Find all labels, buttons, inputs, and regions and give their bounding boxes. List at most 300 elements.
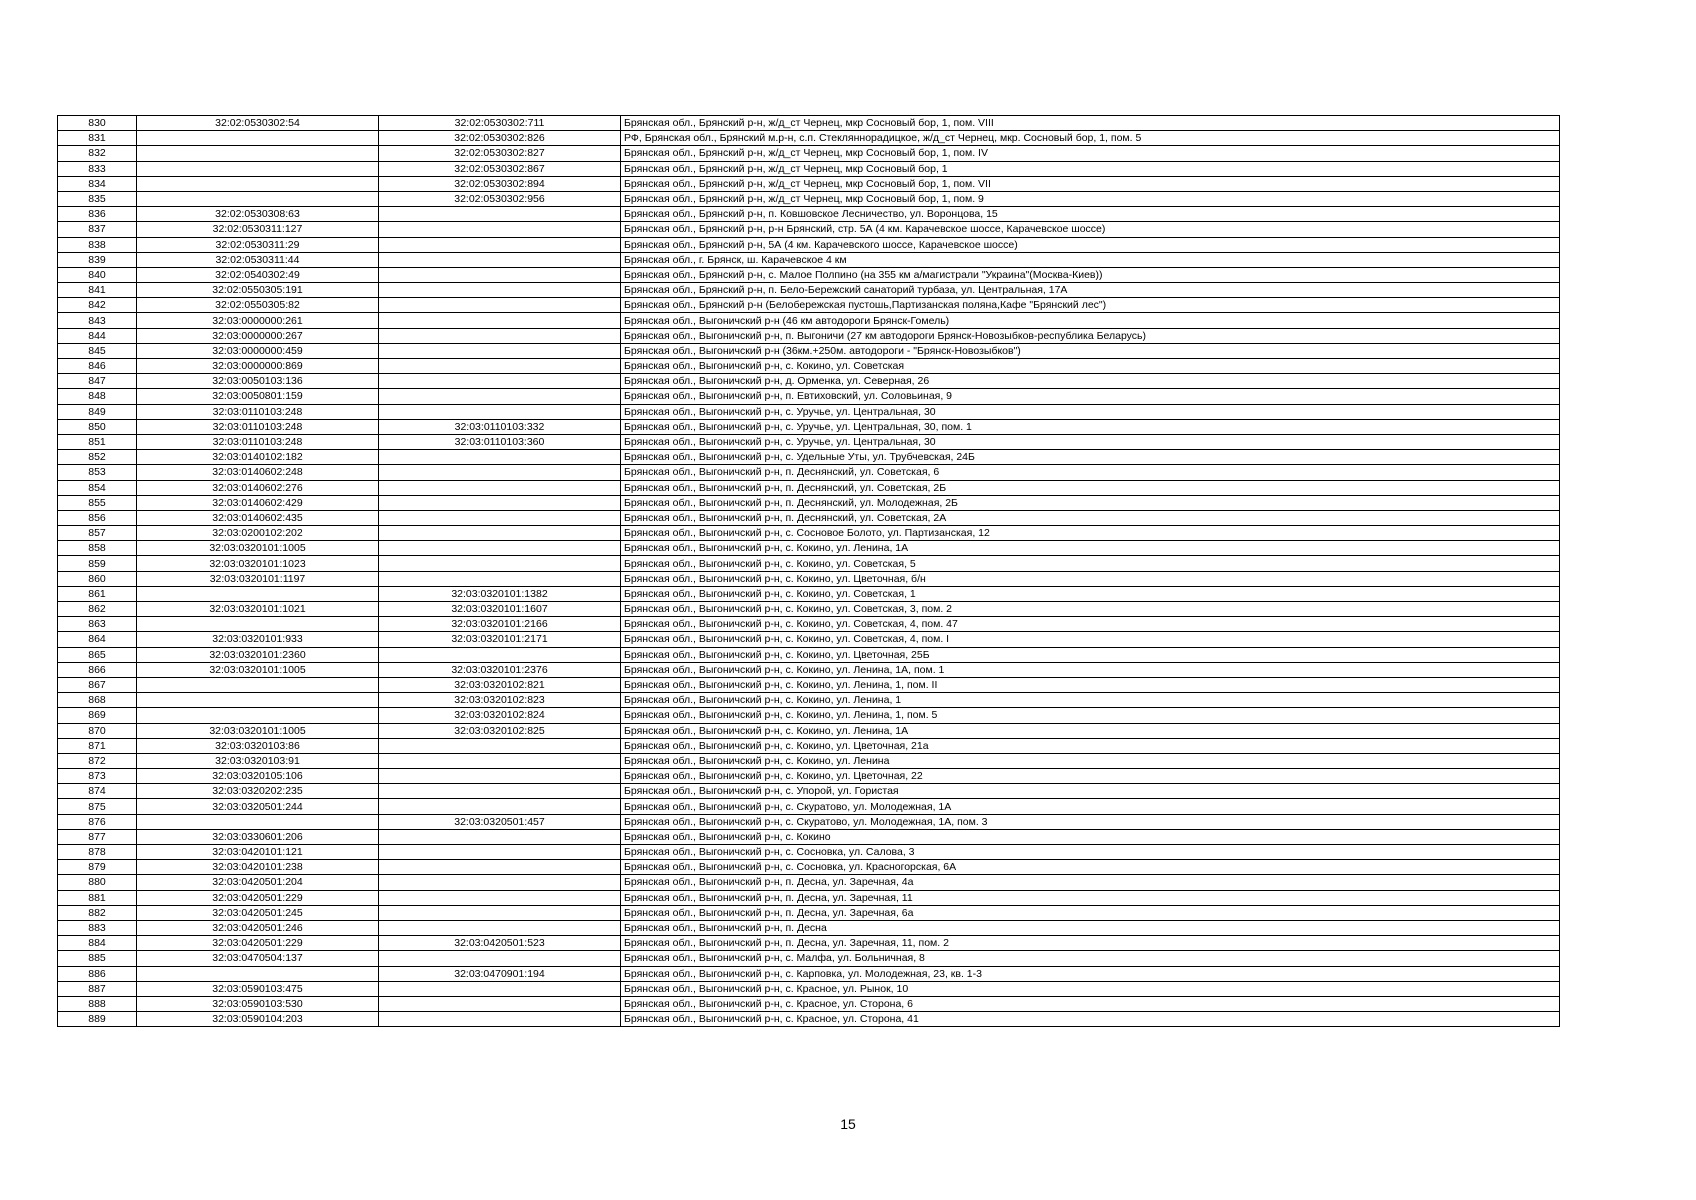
address-cell: Брянская обл., Брянский р-н, 5А (4 км. Карачевского шоссе, Карачевское шоссе) xyxy=(621,237,1560,252)
table-row xyxy=(58,389,1560,404)
table-row xyxy=(58,176,1560,191)
land-cadastral-number-cell xyxy=(137,146,379,161)
address-cell: Брянская обл., Выгоничский р-н, с. Кокино, ул. Ленина, 1 xyxy=(621,693,1560,708)
row-number-cell: 876 xyxy=(58,814,137,829)
address-cell: Брянская обл., Выгоничский р-н, с. Кокино, ул. Ленина, 1, пом. II xyxy=(621,677,1560,692)
address-cell: Брянская обл., Выгоничский р-н, с. Красное, ул. Рынок, 10 xyxy=(621,981,1560,996)
table-row xyxy=(58,252,1560,267)
land-cadastral-number-cell: 32:03:0140602:248 xyxy=(137,465,379,480)
building-cadastral-number-cell xyxy=(379,252,621,267)
address-cell: Брянская обл., Выгоничский р-н, с. Кокино, ул. Цветочная, 25Б xyxy=(621,647,1560,662)
land-cadastral-number-cell: 32:03:0420501:204 xyxy=(137,875,379,890)
building-cadastral-number-cell xyxy=(379,283,621,298)
building-cadastral-number-cell xyxy=(379,571,621,586)
land-cadastral-number-cell: 32:02:0550305:82 xyxy=(137,298,379,313)
land-cadastral-number-cell: 32:03:0420501:229 xyxy=(137,890,379,905)
row-number-cell: 867 xyxy=(58,677,137,692)
row-number-cell: 842 xyxy=(58,298,137,313)
building-cadastral-number-cell xyxy=(379,996,621,1011)
land-cadastral-number-cell: 32:03:0320103:91 xyxy=(137,753,379,768)
land-cadastral-number-cell xyxy=(137,693,379,708)
land-cadastral-number-cell xyxy=(137,131,379,146)
land-cadastral-number-cell: 32:03:0330601:206 xyxy=(137,829,379,844)
row-number-cell: 875 xyxy=(58,799,137,814)
land-cadastral-number-cell: 32:03:0000000:267 xyxy=(137,328,379,343)
building-cadastral-number-cell xyxy=(379,404,621,419)
land-cadastral-number-cell: 32:03:0320101:1023 xyxy=(137,556,379,571)
table-row xyxy=(58,343,1560,358)
address-cell: Брянская обл., Выгоничский р-н, с. Кокино, ул. Ленина, 1А, пом. 1 xyxy=(621,662,1560,677)
building-cadastral-number-cell xyxy=(379,510,621,525)
address-cell: Брянская обл., Брянский р-н, п. Бело-Бережский санаторий турбаза, ул. Центральная, 17А xyxy=(621,283,1560,298)
table-row xyxy=(58,814,1560,829)
land-cadastral-number-cell: 32:03:0110103:248 xyxy=(137,419,379,434)
table-body xyxy=(58,116,1560,1027)
table-row xyxy=(58,845,1560,860)
address-cell: Брянская обл., Выгоничский р-н, с. Кокино, ул. Советская, 4, пом. I xyxy=(621,632,1560,647)
building-cadastral-number-cell xyxy=(379,465,621,480)
land-cadastral-number-cell: 32:03:0050801:159 xyxy=(137,389,379,404)
row-number-cell: 852 xyxy=(58,450,137,465)
table-row xyxy=(58,374,1560,389)
building-cadastral-number-cell: 32:03:0320501:457 xyxy=(379,814,621,829)
table-row xyxy=(58,920,1560,935)
table-row xyxy=(58,267,1560,282)
row-number-cell: 854 xyxy=(58,480,137,495)
address-cell: Брянская обл., Брянский р-н, ж/д_ст Чернец, мкр Сосновый бор, 1, пом. IV xyxy=(621,146,1560,161)
row-number-cell: 835 xyxy=(58,191,137,206)
address-cell: Брянская обл., Выгоничский р-н, с. Кокино, ул. Ленина, 1А xyxy=(621,541,1560,556)
row-number-cell: 832 xyxy=(58,146,137,161)
address-cell: Брянская обл., Выгоничский р-н, с. Кокино, ул. Советская, 1 xyxy=(621,586,1560,601)
row-number-cell: 855 xyxy=(58,495,137,510)
row-number-cell: 868 xyxy=(58,693,137,708)
land-cadastral-number-cell xyxy=(137,191,379,206)
table-row xyxy=(58,677,1560,692)
table-row xyxy=(58,890,1560,905)
row-number-cell: 857 xyxy=(58,526,137,541)
table-row xyxy=(58,662,1560,677)
row-number-cell: 843 xyxy=(58,313,137,328)
row-number-cell: 839 xyxy=(58,252,137,267)
address-cell: Брянская обл., Выгоничский р-н, п. Десна xyxy=(621,920,1560,935)
table-row xyxy=(58,313,1560,328)
building-cadastral-number-cell: 32:02:0530302:867 xyxy=(379,161,621,176)
address-cell: Брянская обл., Выгоничский р-н, с. Уручье, ул. Центральная, 30, пом. 1 xyxy=(621,419,1560,434)
table-row xyxy=(58,510,1560,525)
building-cadastral-number-cell: 32:03:0110103:332 xyxy=(379,419,621,434)
land-cadastral-number-cell xyxy=(137,586,379,601)
address-cell: Брянская обл., Выгоничский р-н, с. Сосновка, ул. Красногорская, 6А xyxy=(621,860,1560,875)
table-row xyxy=(58,237,1560,252)
table-row xyxy=(58,966,1560,981)
building-cadastral-number-cell: 32:03:0320102:821 xyxy=(379,677,621,692)
table-row xyxy=(58,708,1560,723)
land-cadastral-number-cell xyxy=(137,176,379,191)
table-row xyxy=(58,586,1560,601)
row-number-cell: 837 xyxy=(58,222,137,237)
building-cadastral-number-cell: 32:03:0320102:825 xyxy=(379,723,621,738)
row-number-cell: 844 xyxy=(58,328,137,343)
address-cell: Брянская обл., Выгоничский р-н, с. Кокино, ул. Ленина, 1А xyxy=(621,723,1560,738)
building-cadastral-number-cell xyxy=(379,784,621,799)
address-cell: Брянская обл., Брянский р-н, ж/д_ст Чернец, мкр Сосновый бор, 1, пом. 9 xyxy=(621,191,1560,206)
table-row xyxy=(58,829,1560,844)
row-number-cell: 888 xyxy=(58,996,137,1011)
table-row xyxy=(58,419,1560,434)
address-cell: Брянская обл., Выгоничский р-н, с. Кокино, ул. Ленина xyxy=(621,753,1560,768)
address-cell: Брянская обл., Выгоничский р-н, с. Красное, ул. Сторона, 6 xyxy=(621,996,1560,1011)
building-cadastral-number-cell: 32:02:0530302:711 xyxy=(379,116,621,131)
table-row xyxy=(58,450,1560,465)
address-cell: Брянская обл., Выгоничский р-н, с. Уручье, ул. Центральная, 30 xyxy=(621,434,1560,449)
building-cadastral-number-cell: 32:03:0320101:2376 xyxy=(379,662,621,677)
land-cadastral-number-cell: 32:03:0420501:229 xyxy=(137,936,379,951)
row-number-cell: 882 xyxy=(58,905,137,920)
row-number-cell: 881 xyxy=(58,890,137,905)
table-row xyxy=(58,693,1560,708)
row-number-cell: 865 xyxy=(58,647,137,662)
row-number-cell: 871 xyxy=(58,738,137,753)
row-number-cell: 887 xyxy=(58,981,137,996)
row-number-cell: 858 xyxy=(58,541,137,556)
land-cadastral-number-cell xyxy=(137,708,379,723)
table-row xyxy=(58,951,1560,966)
row-number-cell: 879 xyxy=(58,860,137,875)
row-number-cell: 846 xyxy=(58,359,137,374)
address-cell: Брянская обл., Выгоничский р-н, п. Десна, ул. Заречная, 4а xyxy=(621,875,1560,890)
address-cell: Брянская обл., Выгоничский р-н, п. Евтиховский, ул. Соловьиная, 9 xyxy=(621,389,1560,404)
address-cell: Брянская обл., Брянский р-н, с. Малое Полпино (на 355 км а/магистрали "Украина"(Москва-Киев)) xyxy=(621,267,1560,282)
building-cadastral-number-cell xyxy=(379,359,621,374)
land-cadastral-number-cell: 32:03:0320105:106 xyxy=(137,769,379,784)
address-cell: Брянская обл., Выгоничский р-н, д. Орменка, ул. Северная, 26 xyxy=(621,374,1560,389)
row-number-cell: 853 xyxy=(58,465,137,480)
address-cell: Брянская обл., Выгоничский р-н, с. Малфа, ул. Больничная, 8 xyxy=(621,951,1560,966)
row-number-cell: 847 xyxy=(58,374,137,389)
land-cadastral-number-cell: 32:03:0420501:245 xyxy=(137,905,379,920)
building-cadastral-number-cell xyxy=(379,920,621,935)
land-cadastral-number-cell: 32:02:0550305:191 xyxy=(137,283,379,298)
table-row xyxy=(58,146,1560,161)
table-row xyxy=(58,860,1560,875)
table-row xyxy=(58,647,1560,662)
address-cell: Брянская обл., Выгоничский р-н, с. Кокино xyxy=(621,829,1560,844)
building-cadastral-number-cell xyxy=(379,480,621,495)
address-cell: Брянская обл., Выгоничский р-н, п. Деснянский, ул. Советская, 2А xyxy=(621,510,1560,525)
land-cadastral-number-cell: 32:03:0140602:435 xyxy=(137,510,379,525)
building-cadastral-number-cell xyxy=(379,981,621,996)
row-number-cell: 831 xyxy=(58,131,137,146)
address-cell: Брянская обл., Выгоничский р-н, с. Упорой, ул. Гористая xyxy=(621,784,1560,799)
building-cadastral-number-cell: 32:03:0320101:2166 xyxy=(379,617,621,632)
land-cadastral-number-cell: 32:02:0530311:44 xyxy=(137,252,379,267)
row-number-cell: 870 xyxy=(58,723,137,738)
row-number-cell: 885 xyxy=(58,951,137,966)
address-cell: Брянская обл., Выгоничский р-н (46 км автодороги Брянск-Гомель) xyxy=(621,313,1560,328)
address-cell: Брянская обл., Выгоничский р-н, с. Красное, ул. Сторона, 41 xyxy=(621,1012,1560,1027)
row-number-cell: 851 xyxy=(58,434,137,449)
table-row xyxy=(58,617,1560,632)
land-cadastral-number-cell: 32:02:0530302:54 xyxy=(137,116,379,131)
row-number-cell: 850 xyxy=(58,419,137,434)
land-cadastral-number-cell xyxy=(137,814,379,829)
building-cadastral-number-cell xyxy=(379,526,621,541)
address-cell: Брянская обл., г. Брянск, ш. Карачевское 4 км xyxy=(621,252,1560,267)
land-cadastral-number-cell: 32:03:0000000:459 xyxy=(137,343,379,358)
row-number-cell: 856 xyxy=(58,510,137,525)
row-number-cell: 861 xyxy=(58,586,137,601)
address-cell: Брянская обл., Брянский р-н (Белобережская пустошь,Партизанская поляна,Кафе "Брянский лес") xyxy=(621,298,1560,313)
land-cadastral-number-cell: 32:03:0050103:136 xyxy=(137,374,379,389)
address-cell: Брянская обл., Выгоничский р-н, с. Кокино, ул. Цветочная, 22 xyxy=(621,769,1560,784)
row-number-cell: 878 xyxy=(58,845,137,860)
row-number-cell: 859 xyxy=(58,556,137,571)
building-cadastral-number-cell xyxy=(379,829,621,844)
address-cell: Брянская обл., Брянский р-н, п. Ковшовское Лесничество, ул. Воронцова, 15 xyxy=(621,207,1560,222)
land-cadastral-number-cell: 32:02:0530311:127 xyxy=(137,222,379,237)
table-row xyxy=(58,298,1560,313)
row-number-cell: 877 xyxy=(58,829,137,844)
address-cell: Брянская обл., Выгоничский р-н, с. Кокино, ул. Советская, 5 xyxy=(621,556,1560,571)
land-cadastral-number-cell: 32:03:0320101:2360 xyxy=(137,647,379,662)
address-cell: Брянская обл., Выгоничский р-н (36км.+250м. автодороги - "Брянск-Новозыбков") xyxy=(621,343,1560,358)
land-cadastral-number-cell: 32:03:0320101:1005 xyxy=(137,541,379,556)
table-row xyxy=(58,480,1560,495)
row-number-cell: 863 xyxy=(58,617,137,632)
land-cadastral-number-cell xyxy=(137,966,379,981)
row-number-cell: 841 xyxy=(58,283,137,298)
address-cell: Брянская обл., Выгоничский р-н, с. Кокино, ул. Цветочная, б/н xyxy=(621,571,1560,586)
land-cadastral-number-cell: 32:03:0320101:1005 xyxy=(137,723,379,738)
table-row xyxy=(58,283,1560,298)
address-cell: Брянская обл., Выгоничский р-н, п. Десна, ул. Заречная, 6а xyxy=(621,905,1560,920)
address-cell: Брянская обл., Выгоничский р-н, п. Деснянский, ул. Советская, 6 xyxy=(621,465,1560,480)
table-row xyxy=(58,541,1560,556)
building-cadastral-number-cell xyxy=(379,389,621,404)
building-cadastral-number-cell xyxy=(379,207,621,222)
table-row xyxy=(58,526,1560,541)
row-number-cell: 845 xyxy=(58,343,137,358)
building-cadastral-number-cell: 32:03:0320101:1382 xyxy=(379,586,621,601)
row-number-cell: 872 xyxy=(58,753,137,768)
address-cell: Брянская обл., Выгоничский р-н, с. Сосновка, ул. Салова, 3 xyxy=(621,845,1560,860)
building-cadastral-number-cell xyxy=(379,799,621,814)
land-cadastral-number-cell: 32:03:0110103:248 xyxy=(137,404,379,419)
row-number-cell: 849 xyxy=(58,404,137,419)
building-cadastral-number-cell xyxy=(379,556,621,571)
address-cell: Брянская обл., Выгоничский р-н, с. Сосновое Болото, ул. Партизанская, 12 xyxy=(621,526,1560,541)
address-cell: Брянская обл., Выгоничский р-н, с. Кокино, ул. Советская, 4, пом. 47 xyxy=(621,617,1560,632)
building-cadastral-number-cell xyxy=(379,860,621,875)
table-row xyxy=(58,905,1560,920)
land-cadastral-number-cell: 32:03:0590103:475 xyxy=(137,981,379,996)
row-number-cell: 838 xyxy=(58,237,137,252)
land-cadastral-number-cell: 32:03:0000000:869 xyxy=(137,359,379,374)
address-cell: Брянская обл., Выгоничский р-н, с. Карповка, ул. Молодежная, 23, кв. 1-3 xyxy=(621,966,1560,981)
building-cadastral-number-cell xyxy=(379,374,621,389)
table-row xyxy=(58,222,1560,237)
land-cadastral-number-cell: 32:03:0320101:1021 xyxy=(137,602,379,617)
table-row xyxy=(58,131,1560,146)
table-row xyxy=(58,769,1560,784)
table-row xyxy=(58,936,1560,951)
address-cell: Брянская обл., Выгоничский р-н, с. Скуратово, ул. Молодежная, 1А, пом. 3 xyxy=(621,814,1560,829)
address-cell: Брянская обл., Брянский р-н, ж/д_ст Чернец, мкр Сосновый бор, 1 xyxy=(621,161,1560,176)
table-row xyxy=(58,556,1560,571)
address-cell: Брянская обл., Брянский р-н, ж/д_ст Чернец, мкр Сосновый бор, 1, пом. VIII xyxy=(621,116,1560,131)
table-row xyxy=(58,799,1560,814)
building-cadastral-number-cell xyxy=(379,450,621,465)
land-cadastral-number-cell: 32:03:0470504:137 xyxy=(137,951,379,966)
land-cadastral-number-cell: 32:03:0420101:121 xyxy=(137,845,379,860)
page-number: 15 xyxy=(840,1116,856,1132)
row-number-cell: 830 xyxy=(58,116,137,131)
table-row xyxy=(58,116,1560,131)
table-row xyxy=(58,328,1560,343)
land-cadastral-number-cell: 32:03:0110103:248 xyxy=(137,434,379,449)
row-number-cell: 836 xyxy=(58,207,137,222)
building-cadastral-number-cell: 32:03:0110103:360 xyxy=(379,434,621,449)
building-cadastral-number-cell: 32:03:0420501:523 xyxy=(379,936,621,951)
building-cadastral-number-cell xyxy=(379,267,621,282)
address-cell: Брянская обл., Выгоничский р-н, п. Выгоничи (27 км автодороги Брянск-Новозыбков-республика Беларусь) xyxy=(621,328,1560,343)
land-cadastral-number-cell: 32:02:0540302:49 xyxy=(137,267,379,282)
address-cell: Брянская обл., Выгоничский р-н, п. Десна, ул. Заречная, 11 xyxy=(621,890,1560,905)
row-number-cell: 889 xyxy=(58,1012,137,1027)
address-cell: Брянская обл., Выгоничский р-н, п. Деснянский, ул. Советская, 2Б xyxy=(621,480,1560,495)
land-cadastral-number-cell: 32:03:0320101:933 xyxy=(137,632,379,647)
address-cell: Брянская обл., Брянский р-н, р-н Брянский, стр. 5А (4 км. Карачевское шоссе, Карачевское шоссе) xyxy=(621,222,1560,237)
row-number-cell: 884 xyxy=(58,936,137,951)
land-cadastral-number-cell: 32:02:0530308:63 xyxy=(137,207,379,222)
row-number-cell: 869 xyxy=(58,708,137,723)
building-cadastral-number-cell: 32:02:0530302:956 xyxy=(379,191,621,206)
row-number-cell: 873 xyxy=(58,769,137,784)
address-cell: Брянская обл., Выгоничский р-н, с. Кокино, ул. Ленина, 1, пом. 5 xyxy=(621,708,1560,723)
land-cadastral-number-cell: 32:03:0420501:246 xyxy=(137,920,379,935)
land-cadastral-number-cell: 32:03:0320101:1197 xyxy=(137,571,379,586)
building-cadastral-number-cell xyxy=(379,875,621,890)
address-cell: Брянская обл., Выгоничский р-н, с. Уручье, ул. Центральная, 30 xyxy=(621,404,1560,419)
address-cell: Брянская обл., Выгоничский р-н, с. Кокино, ул. Советская, 3, пом. 2 xyxy=(621,602,1560,617)
table-row xyxy=(58,359,1560,374)
land-cadastral-number-cell: 32:03:0590104:203 xyxy=(137,1012,379,1027)
building-cadastral-number-cell: 32:03:0320101:1607 xyxy=(379,602,621,617)
address-cell: Брянская обл., Выгоничский р-н, с. Скуратово, ул. Молодежная, 1А xyxy=(621,799,1560,814)
row-number-cell: 880 xyxy=(58,875,137,890)
address-cell: Брянская обл., Выгоничский р-н, п. Деснянский, ул. Молодежная, 2Б xyxy=(621,495,1560,510)
building-cadastral-number-cell xyxy=(379,237,621,252)
building-cadastral-number-cell: 32:03:0320101:2171 xyxy=(379,632,621,647)
building-cadastral-number-cell: 32:03:0470901:194 xyxy=(379,966,621,981)
address-cell: Брянская обл., Брянский р-н, ж/д_ст Чернец, мкр Сосновый бор, 1, пом. VII xyxy=(621,176,1560,191)
land-cadastral-number-cell: 32:03:0140602:276 xyxy=(137,480,379,495)
table-row xyxy=(58,753,1560,768)
table-row xyxy=(58,723,1560,738)
table-row xyxy=(58,875,1560,890)
building-cadastral-number-cell: 32:03:0320102:824 xyxy=(379,708,621,723)
building-cadastral-number-cell xyxy=(379,905,621,920)
row-number-cell: 833 xyxy=(58,161,137,176)
building-cadastral-number-cell xyxy=(379,845,621,860)
table-row xyxy=(58,632,1560,647)
building-cadastral-number-cell xyxy=(379,890,621,905)
address-cell: Брянская обл., Выгоничский р-н, с. Удельные Уты, ул. Трубчевская, 24Б xyxy=(621,450,1560,465)
building-cadastral-number-cell: 32:02:0530302:826 xyxy=(379,131,621,146)
land-cadastral-number-cell: 32:03:0320103:86 xyxy=(137,738,379,753)
row-number-cell: 866 xyxy=(58,662,137,677)
land-cadastral-number-cell: 32:03:0420101:238 xyxy=(137,860,379,875)
table-row xyxy=(58,404,1560,419)
row-number-cell: 874 xyxy=(58,784,137,799)
row-number-cell: 860 xyxy=(58,571,137,586)
building-cadastral-number-cell xyxy=(379,769,621,784)
land-cadastral-number-cell: 32:03:0140102:182 xyxy=(137,450,379,465)
building-cadastral-number-cell xyxy=(379,298,621,313)
table-row xyxy=(58,434,1560,449)
land-cadastral-number-cell: 32:03:0590103:530 xyxy=(137,996,379,1011)
row-number-cell: 862 xyxy=(58,602,137,617)
building-cadastral-number-cell xyxy=(379,343,621,358)
land-cadastral-number-cell: 32:03:0140602:429 xyxy=(137,495,379,510)
table-row xyxy=(58,571,1560,586)
land-cadastral-number-cell xyxy=(137,677,379,692)
row-number-cell: 864 xyxy=(58,632,137,647)
building-cadastral-number-cell: 32:02:0530302:827 xyxy=(379,146,621,161)
table-row xyxy=(58,784,1560,799)
address-cell: Брянская обл., Выгоничский р-н, с. Кокино, ул. Советская xyxy=(621,359,1560,374)
building-cadastral-number-cell xyxy=(379,328,621,343)
building-cadastral-number-cell xyxy=(379,753,621,768)
property-table xyxy=(57,115,1560,1027)
building-cadastral-number-cell xyxy=(379,222,621,237)
table-row xyxy=(58,191,1560,206)
table-row xyxy=(58,465,1560,480)
row-number-cell: 840 xyxy=(58,267,137,282)
row-number-cell: 883 xyxy=(58,920,137,935)
building-cadastral-number-cell: 32:03:0320102:823 xyxy=(379,693,621,708)
table-row xyxy=(58,981,1560,996)
table-row xyxy=(58,207,1560,222)
building-cadastral-number-cell xyxy=(379,495,621,510)
table-row xyxy=(58,738,1560,753)
table-row xyxy=(58,1012,1560,1027)
building-cadastral-number-cell xyxy=(379,1012,621,1027)
land-cadastral-number-cell: 32:03:0320101:1005 xyxy=(137,662,379,677)
address-cell: Брянская обл., Выгоничский р-н, п. Десна, ул. Заречная, 11, пом. 2 xyxy=(621,936,1560,951)
table-row xyxy=(58,996,1560,1011)
building-cadastral-number-cell: 32:02:0530302:894 xyxy=(379,176,621,191)
address-cell: РФ, Брянская обл., Брянский м.р-н, с.п. Стекляннорадицкое, ж/д_ст Чернец, мкр. Сосновый бор, 1, пом. 5 xyxy=(621,131,1560,146)
land-cadastral-number-cell: 32:03:0200102:202 xyxy=(137,526,379,541)
land-cadastral-number-cell: 32:02:0530311:29 xyxy=(137,237,379,252)
building-cadastral-number-cell xyxy=(379,738,621,753)
land-cadastral-number-cell xyxy=(137,161,379,176)
table-row xyxy=(58,161,1560,176)
row-number-cell: 834 xyxy=(58,176,137,191)
land-cadastral-number-cell xyxy=(137,617,379,632)
building-cadastral-number-cell xyxy=(379,647,621,662)
building-cadastral-number-cell xyxy=(379,951,621,966)
row-number-cell: 848 xyxy=(58,389,137,404)
address-cell: Брянская обл., Выгоничский р-н, с. Кокино, ул. Цветочная, 21а xyxy=(621,738,1560,753)
land-cadastral-number-cell: 32:03:0000000:261 xyxy=(137,313,379,328)
land-cadastral-number-cell: 32:03:0320501:244 xyxy=(137,799,379,814)
table-row xyxy=(58,602,1560,617)
building-cadastral-number-cell xyxy=(379,541,621,556)
table-row xyxy=(58,495,1560,510)
